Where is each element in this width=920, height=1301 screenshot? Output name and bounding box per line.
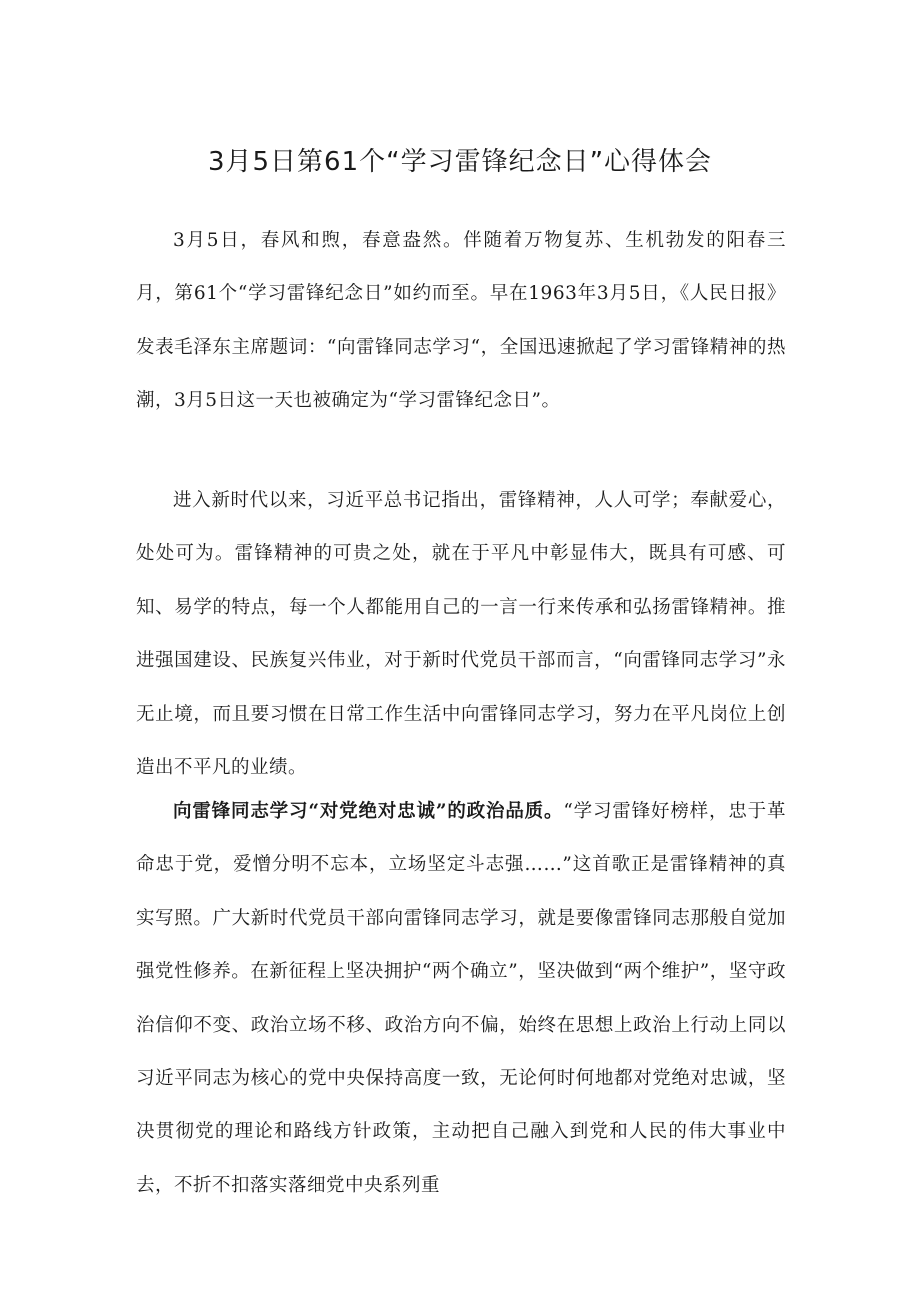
paragraph-2-text: 进入新时代以来，习近平总书记指出，雷锋精神，人人可学；奉献爱心，处处可为。雷锋精神的可贵之处，就在于平凡中彰显伟大，既具有可感、可知、易学的特点，每一个人都能用自己的一言一行来传承和弘扬雷锋精神。推进强国建设、民族复兴伟业，对于新时代党员干部而言，“向雷锋同志学习”永无止境，而且要习惯在日常工作生活中向雷锋同志学习，努力在平凡岗位上创造出不平凡的业绩。 [136,490,786,779]
paragraph-1 [136,214,786,428]
paragraph-3-text: “学习雷锋好榜样，忠于革命忠于党，爱憎分明不忘本，立场坚定斗志强……”这首歌正是雷锋精神的真实写照。广大新时代党员干部向雷锋同志学习，就是要像雷锋同志那般自觉加强党性修养。在新征程上坚决拥护“两个确立”，坚决做到“两个维护”，坚守政治信仰不变、政治立场不移、政治方向不偏，始终在思想上政治上行动上同以习近平同志为核心的党中央保持高度一致，无论何时何地都对党绝对忠诚，坚决贯彻党的理论和路线方针政策，主动把自己融入到党和人民的伟大事业中去，不折不扣落实落细党中央系列重 [136,801,786,1196]
document-title: 3月5日第61个“学习雷锋纪念日”心得体会 [207,147,713,177]
paragraph-1-text: 3月5日，春风和煦，春意盎然。伴随着万物复苏、生机勃发的阳春三月，第61个“学习雷锋纪念日”如约而至。早在1963年3月5日，《人民日报》发表毛泽东主席题词：“向雷锋同志学习“，全国迅速掀起了学习雷锋精神的热潮，3月5日这一天也被确定为“学习雷锋纪念日”。 [136,230,786,412]
paragraph-2 [136,474,786,794]
paragraph-3-heading: 向雷锋同志学习“对党绝对忠诚”的政治品质。 [173,801,564,822]
paragraph-3 [136,785,786,1212]
